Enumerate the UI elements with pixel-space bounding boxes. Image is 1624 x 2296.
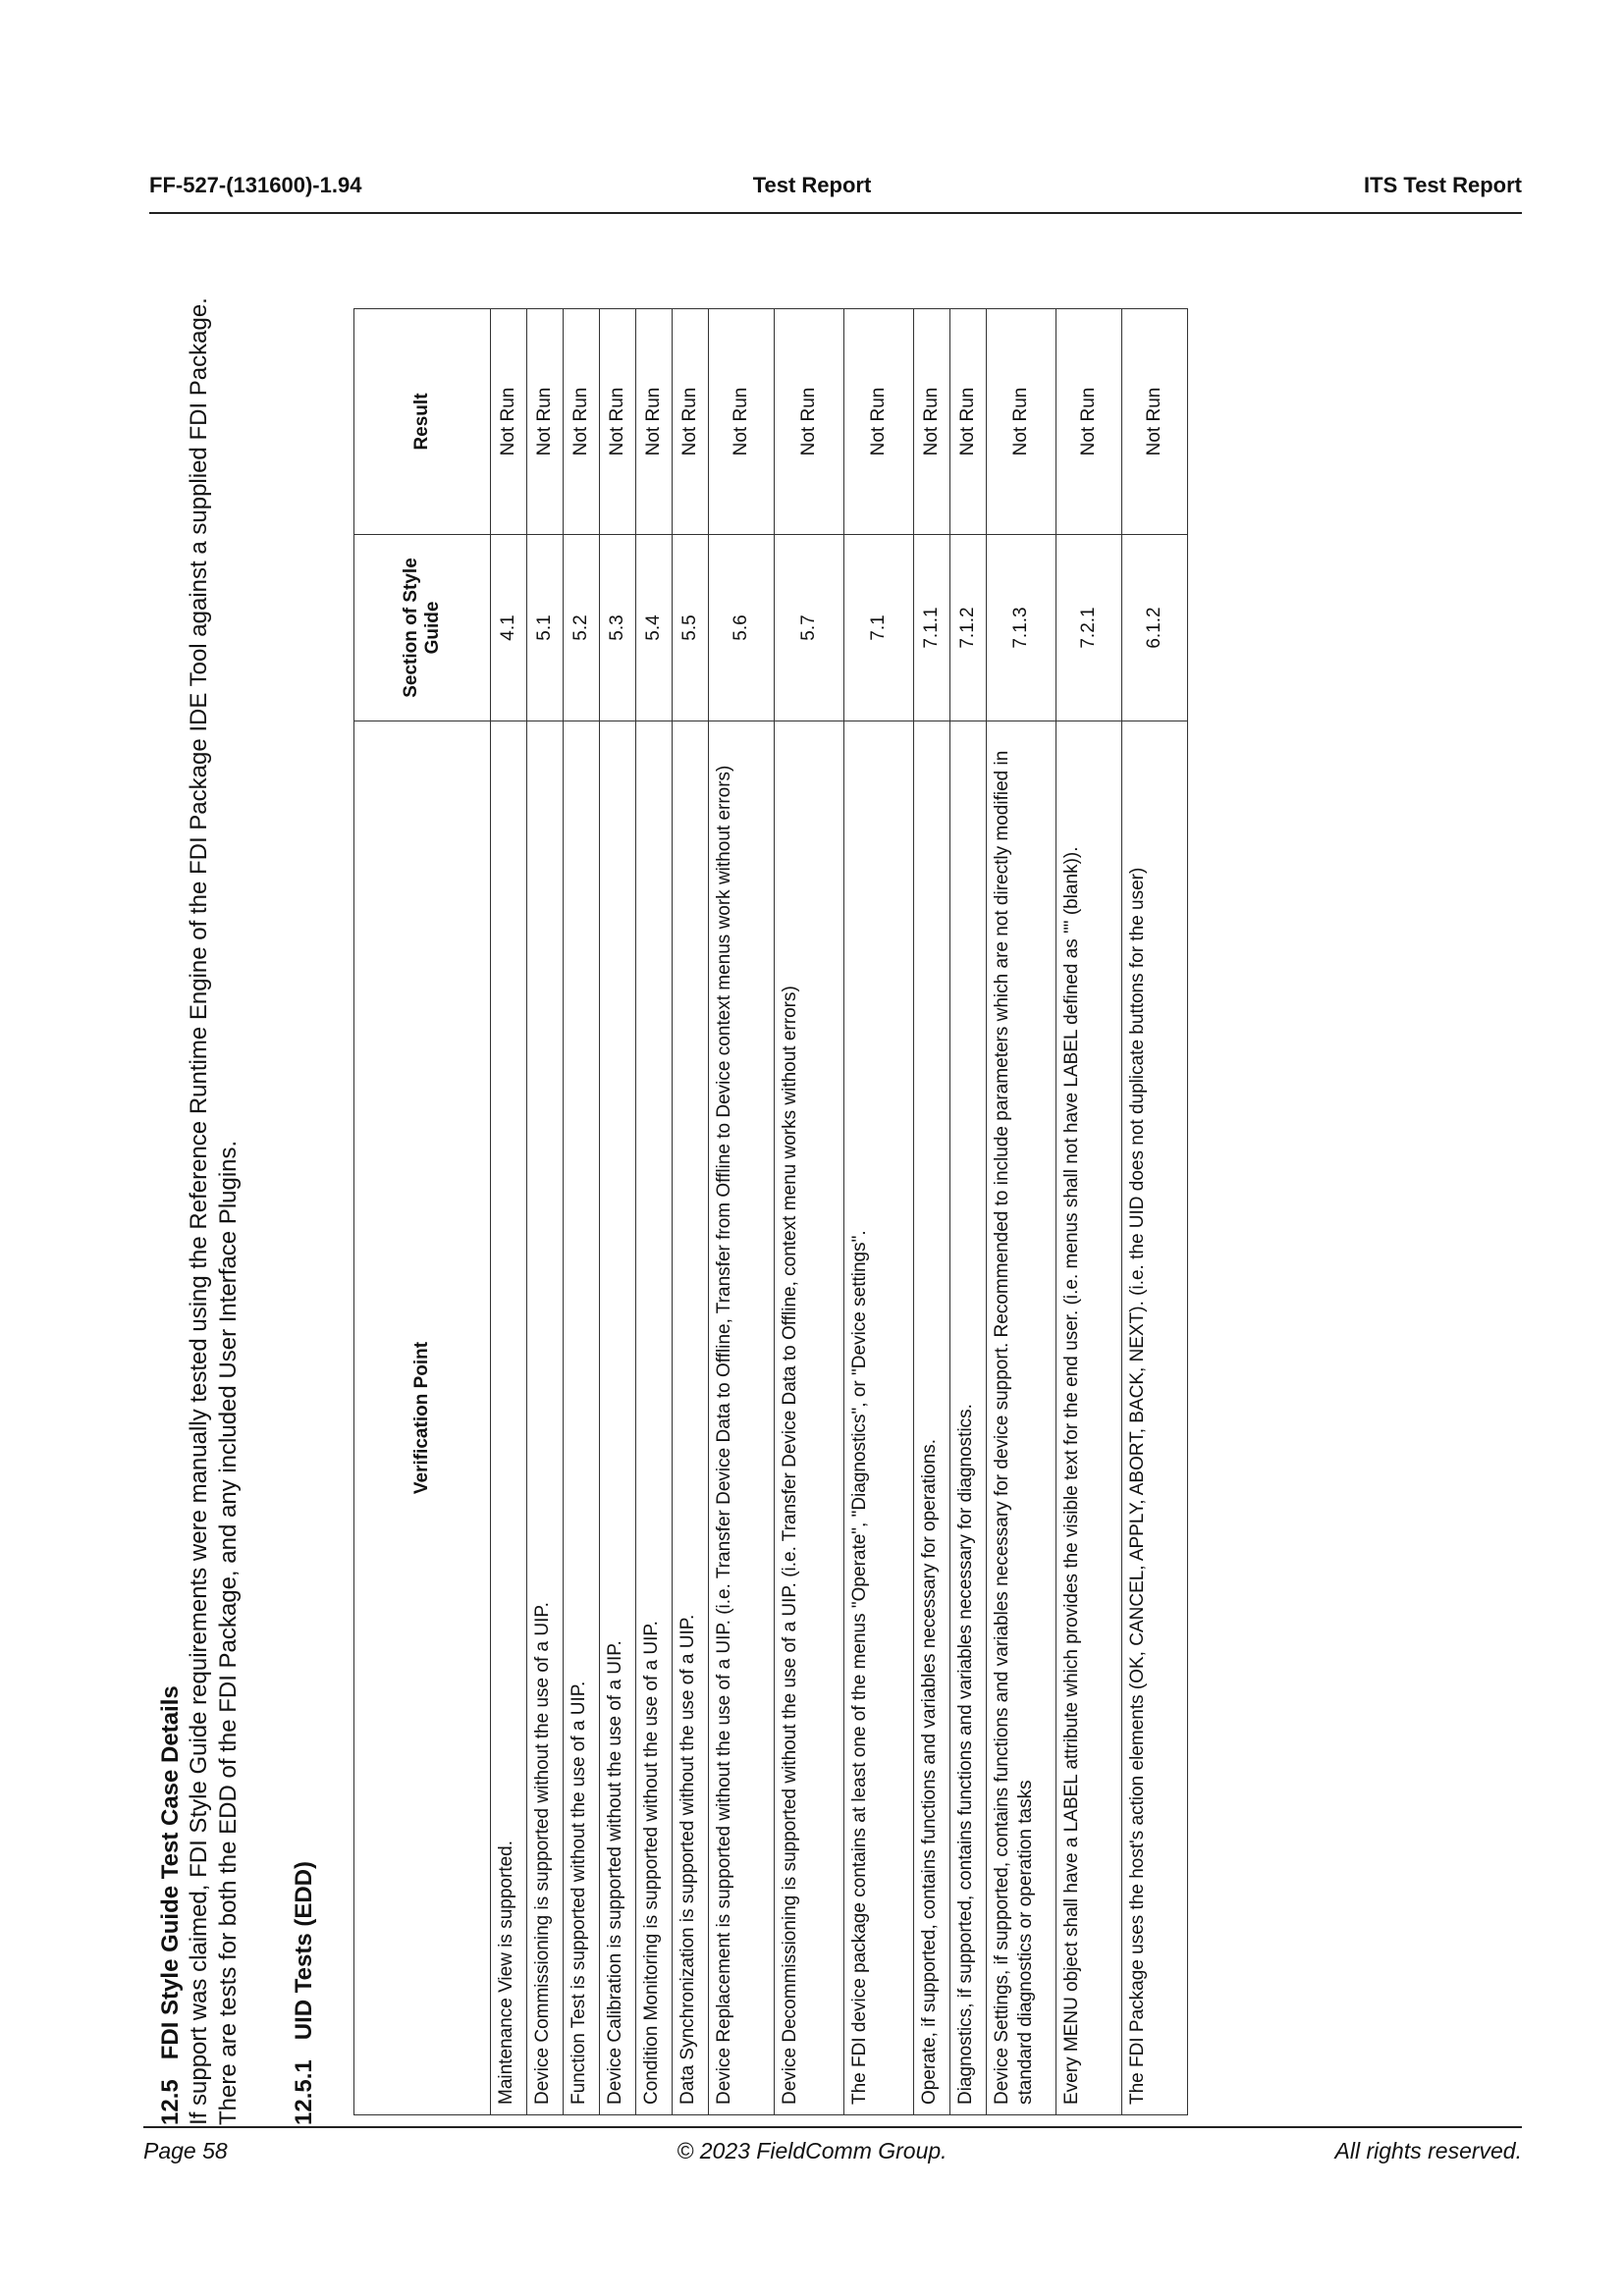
style-guide-section: 7.1.3 [987, 535, 1056, 721]
verification-table [353, 308, 1188, 2115]
style-guide-section: 7.2.1 [1056, 535, 1122, 721]
table-header-row [354, 309, 491, 2115]
result: Not Run [914, 309, 950, 535]
table-row [491, 309, 527, 2115]
table-row [950, 309, 987, 2115]
style-guide-section: 5.1 [527, 535, 564, 721]
verification-point: Device Replacement is supported without the use of a UIP. (i.e. Transfer Device Data to Offline, Transfer from Offline to Device context menus work without errors) [709, 721, 775, 2115]
result: Not Run [491, 309, 527, 535]
verification-point: Every MENU object shall have a LABEL attribute which provides the visible text for the end user. (i.e. menus shall not have LABEL defined as "" (blank)). [1056, 721, 1122, 2115]
page-header-title: Test Report [752, 173, 872, 197]
section-number: 12.5 [157, 2079, 184, 2125]
verification-point: Function Test is supported without the use of a UIP. [564, 721, 600, 2115]
style-guide-section: 5.3 [600, 535, 636, 721]
section-heading [157, 1685, 185, 2125]
style-guide-section: 5.6 [709, 535, 775, 721]
table-row [844, 309, 914, 2115]
footer-copyright: © 2023 FieldComm Group. [677, 2138, 947, 2163]
section-intro: If support was claimed, FDI Style Guide requirements were manually tested using the Reference Runtime Engine of the FDI Package IDE Tool against a supplied FDI Package. There are tests for both the EDD of the FDI Package, and any included User Interface Plugins. [186, 297, 242, 2125]
verification-point: Device Calibration is supported without the use of a UIP. [600, 721, 636, 2115]
style-guide-section: 5.5 [673, 535, 709, 721]
verification-point: Device Decommissioning is supported without the use of a UIP. (i.e. Transfer Device Data to Offline, context menu works without errors) [775, 721, 844, 2115]
table-row [527, 309, 564, 2115]
footer-page-number: Page 58 [143, 2138, 228, 2163]
result: Not Run [987, 309, 1056, 535]
subsection-heading [291, 1861, 318, 2125]
style-guide-section: 5.4 [636, 535, 673, 721]
table-row [600, 309, 636, 2115]
header-verification-point: Verification Point [354, 721, 491, 2115]
result: Not Run [673, 309, 709, 535]
page-header-report-type: ITS Test Report [1364, 173, 1522, 197]
footer-rule [143, 2126, 1522, 2128]
table-row [636, 309, 673, 2115]
page-header-doc-id: FF-527-(131600)-1.94 [149, 173, 362, 197]
result: Not Run [844, 309, 914, 535]
table-row [673, 309, 709, 2115]
table-row [1122, 309, 1188, 2115]
style-guide-section: 5.7 [775, 535, 844, 721]
verification-point: Data Synchronization is supported without the use of a UIP. [673, 721, 709, 2115]
verification-point: Device Commissioning is supported without the use of a UIP. [527, 721, 564, 2115]
rotated-content [157, 250, 1198, 2125]
result: Not Run [600, 309, 636, 535]
style-guide-section: 7.1 [844, 535, 914, 721]
result: Not Run [564, 309, 600, 535]
table-row [987, 309, 1056, 2115]
style-guide-section: 7.1.2 [950, 535, 987, 721]
verification-point: The FDI device package contains at least one of the menus "Operate", "Diagnostics", or "Device settings". [844, 721, 914, 2115]
section-title: FDI Style Guide Test Case Details [157, 1685, 184, 2060]
style-guide-section: 6.1.2 [1122, 535, 1188, 721]
style-guide-section: 5.2 [564, 535, 600, 721]
table-row [914, 309, 950, 2115]
subsection-title: UID Tests (EDD) [291, 1861, 317, 2041]
result: Not Run [709, 309, 775, 535]
result: Not Run [950, 309, 987, 535]
header-rule [149, 212, 1522, 214]
header-section-of-style-guide: Section of Style Guide [354, 535, 491, 721]
verification-point: Device Settings, if supported, contains functions and variables necessary for device support. Recommended to include parameters which are not directly modified in standard diagnostics or operation tasks [987, 721, 1056, 2115]
verification-point: Condition Monitoring is supported without the use of a UIP. [636, 721, 673, 2115]
footer-rights: All rights reserved. [1334, 2138, 1522, 2163]
result: Not Run [775, 309, 844, 535]
verification-point: The FDI Package uses the host's action elements (OK, CANCEL, APPLY, ABORT, BACK, NEXT). (i.e. the UID does not duplicate buttons for the user) [1122, 721, 1188, 2115]
result: Not Run [527, 309, 564, 535]
style-guide-section: 7.1.1 [914, 535, 950, 721]
result: Not Run [1056, 309, 1122, 535]
verification-point: Operate, if supported, contains functions and variables necessary for operations. [914, 721, 950, 2115]
style-guide-section: 4.1 [491, 535, 527, 721]
table-row [775, 309, 844, 2115]
verification-point: Maintenance View is supported. [491, 721, 527, 2115]
result: Not Run [1122, 309, 1188, 535]
subsection-number: 12.5.1 [291, 2059, 317, 2125]
table-row [1056, 309, 1122, 2115]
verification-point: Diagnostics, if supported, contains functions and variables necessary for diagnostics. [950, 721, 987, 2115]
table-row [709, 309, 775, 2115]
table-row [564, 309, 600, 2115]
header-result: Result [354, 309, 491, 535]
result: Not Run [636, 309, 673, 535]
